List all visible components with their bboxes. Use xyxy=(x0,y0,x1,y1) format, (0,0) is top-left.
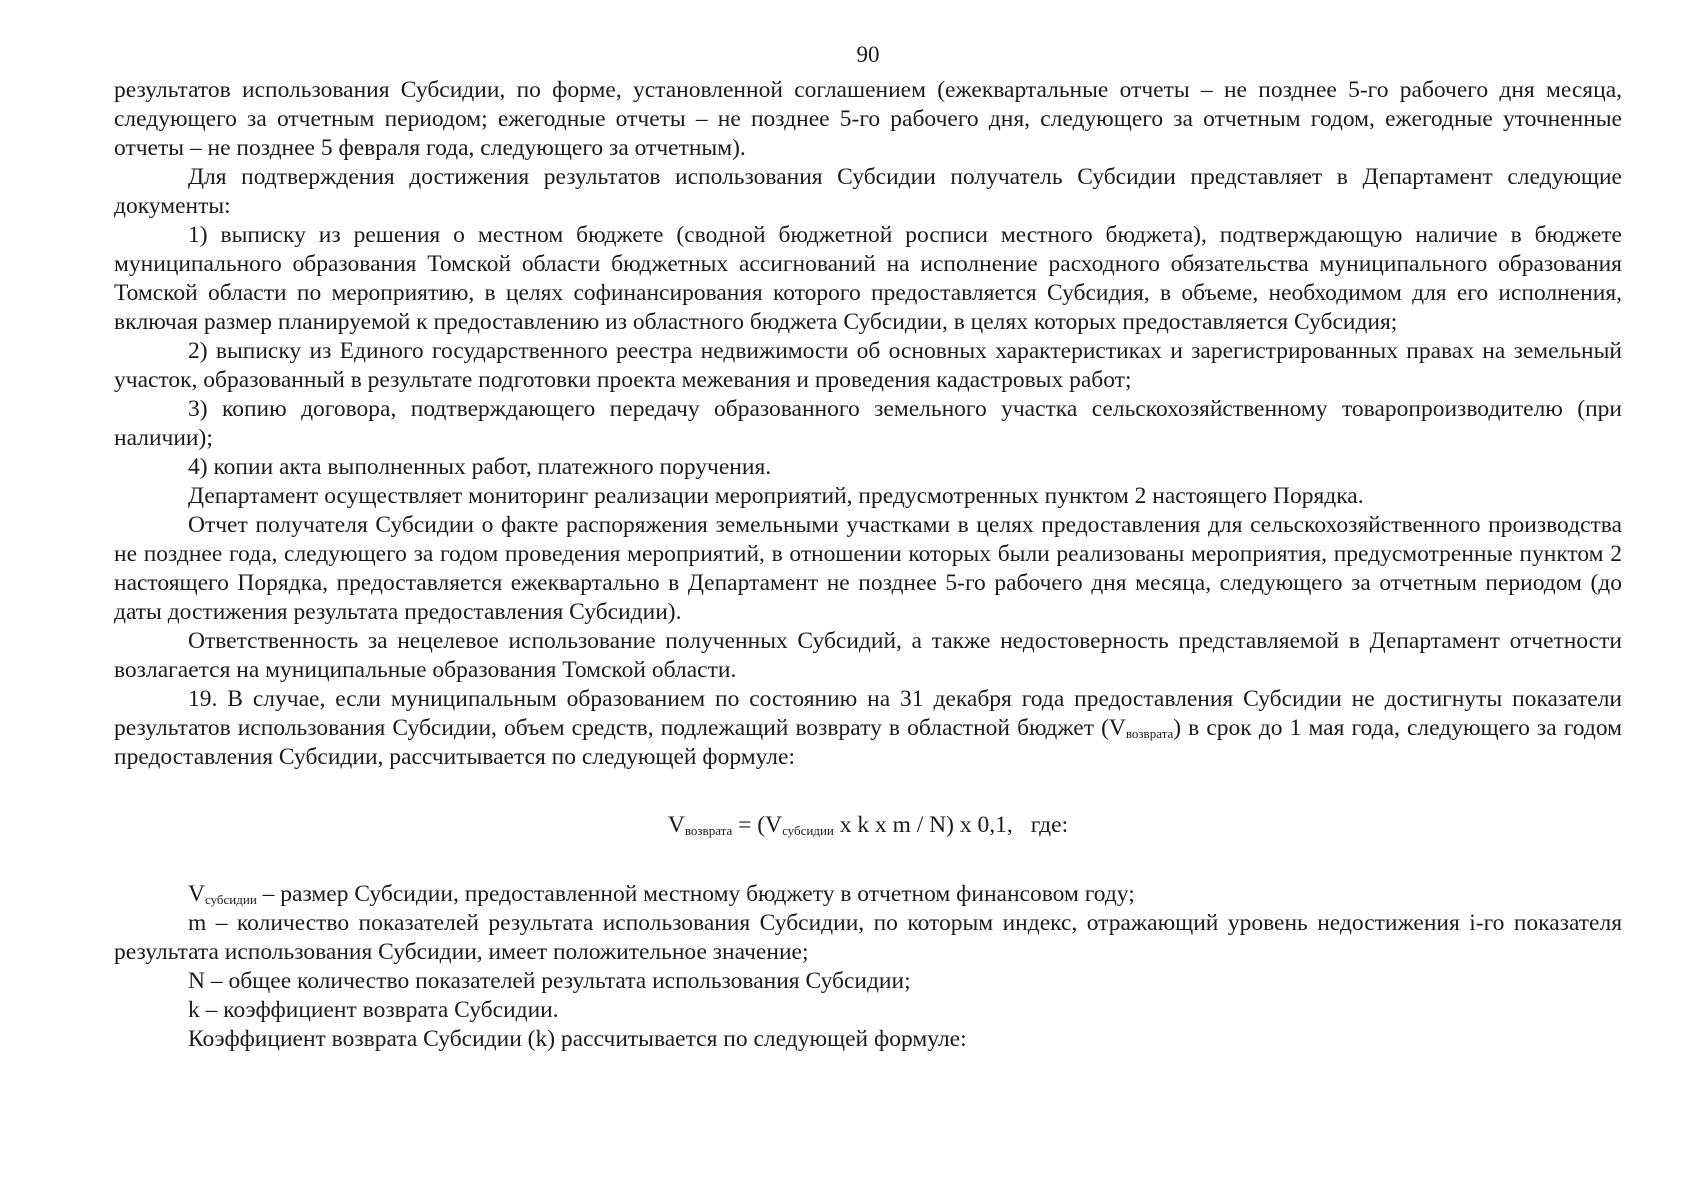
paragraph-report: Отчет получателя Субсидии о факте распоряжения земельными участками в целях предоставления для сельскохозяйственного производства не позднее года, следующего за годом проведения мероприятий, в отношении которых были реализованы мероприятия, предусмотренные пунктом 2 настоящего Порядка, предоставляется ежеквартально в Департамент не позднее 5-го рабочего дня месяца, следующего за отчетным периодом (до даты достижения результата предоставления Субсидии). xyxy=(114,512,1622,625)
clause-19-text-a: 19. В случае, если муниципальным образованием по состоянию на 31 декабря года предоставления Субсидии не достигнуты показатели результатов использования Субсидии, объем средств, подлежащий возврату в областной бюджет (V xyxy=(114,686,1622,741)
definition-v-sub: субсидии xyxy=(204,892,257,907)
paragraph-coefficient-formula-intro: Коэффициент возврата Субсидии (k) рассчитывается по следующей формуле: xyxy=(188,1026,967,1052)
paragraph-documents-intro: Для подтверждения достижения результатов использования Субсидии получатель Субсидии представляет в Департамент следующие документы: xyxy=(114,164,1622,219)
list-item-1: 1) выписку из решения о местном бюджете (сводной бюджетной росписи местного бюджета), подтверждающую наличие в бюджете муниципального образования Томской области бюджетных ассигнований на исполнение расходного обязательства муниципального образования Томской области по мероприятию, в целях софинансирования которого предоставляется Субсидия, в объеме, необходимом для его исполнения, включая размер планируемой к предоставлению из областного бюджета Субсидии, в целях которых предоставляется Субсидия; xyxy=(114,222,1622,335)
clause-19-subscript: возврата xyxy=(1125,726,1174,741)
list-item-4: 4) копии акта выполненных работ, платежного поручения. xyxy=(188,454,772,480)
formula-v-sub: возврата xyxy=(684,823,733,838)
formula-refund xyxy=(114,810,1622,840)
definition-v-subsidy xyxy=(114,880,1622,909)
definition-v: V xyxy=(188,881,205,907)
formula-eq-open: = (V xyxy=(732,812,783,838)
list-item-3: 3) копию договора, подтверждающего передачу образованного земельного участка сельскохозяйственному товаропроизводителю (при наличии); xyxy=(114,396,1622,451)
definition-v-text: – размер Субсидии, предоставленной местному бюджету в отчетном финансовом году; xyxy=(256,881,1135,907)
formula-v: V xyxy=(667,812,685,838)
document-page xyxy=(114,40,1622,1054)
paragraph-clause-19 xyxy=(114,685,1622,772)
formula-rest: x k x m / N) x 0,1, xyxy=(833,812,1013,838)
definition-m: m – количество показателей результата использования Субсидии, по которым индекс, отражающий уровень недостижения i-го показателя результата использования Субсидии, имеет положительное значение; xyxy=(114,910,1622,965)
paragraph-continuation: результатов использования Субсидии, по форме, установленной соглашением (ежеквартальные отчеты – не позднее 5-го рабочего дня месяца, следующего за отчетным периодом; ежегодные отчеты – не позднее 5-го рабочего дня, следующего за отчетным годом, ежегодные уточненные отчеты – не позднее 5 февраля года, следующего за отчетным). xyxy=(114,77,1622,161)
formula-where: где: xyxy=(1030,812,1069,838)
paragraph-responsibility: Ответственность за нецелевое использование полученных Субсидий, а также недостоверность представляемой в Департамент отчетности возлагается на муниципальные образования Томской области. xyxy=(114,628,1622,683)
definition-n: N – общее количество показателей результата использования Субсидии; xyxy=(188,968,911,994)
paragraph-monitoring: Департамент осуществляет мониторинг реализации мероприятий, предусмотренных пунктом 2 настоящего Порядка. xyxy=(188,483,1364,509)
formula-subsidy-sub: субсидии xyxy=(782,823,834,838)
definition-k: k – коэффициент возврата Субсидии. xyxy=(188,997,559,1023)
page-number: 90 xyxy=(856,42,880,67)
list-item-2: 2) выписку из Единого государственного реестра недвижимости об основных характеристиках и зарегистрированных правах на земельный участок, образованный в результате подготовки проекта межевания и проведения кадастровых работ; xyxy=(114,338,1622,393)
clause-19-text-b: ) в срок до 1 мая года, следующего за годом предоставления Субсидии, рассчитывается по следующей формуле: xyxy=(114,715,1622,770)
